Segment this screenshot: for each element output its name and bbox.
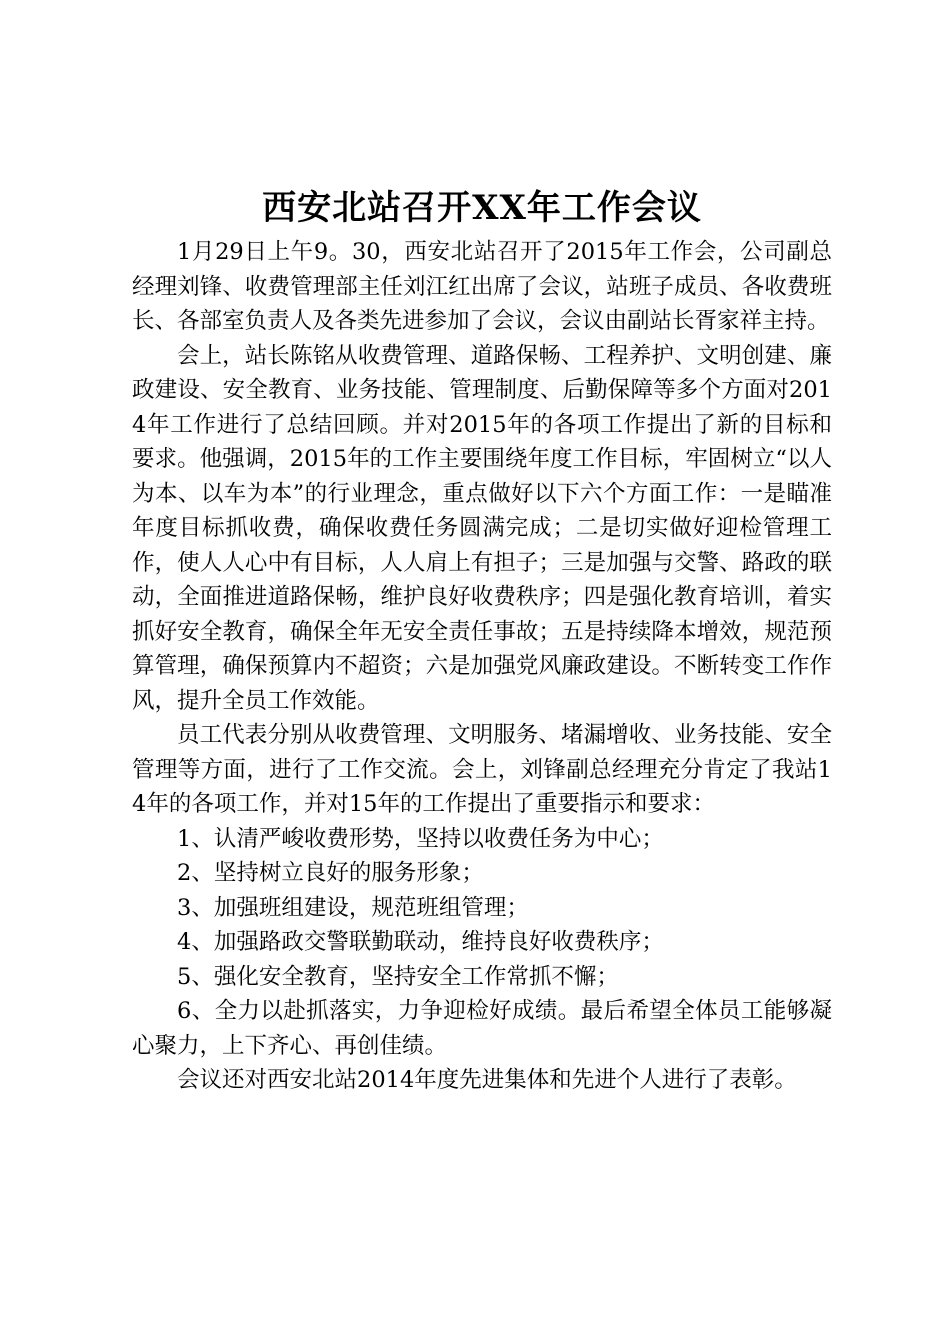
list-item-6: 6、全力以赴抓落实，力争迎检好成绩。最后希望全体员工能够凝心聚力，上下齐心、再创佳绩。 [132,998,832,1059]
list-item-3: 3、加强班组建设，规范班组管理； [177,894,529,921]
list-item-5: 5、强化安全教育，坚持安全工作常抓不懈； [177,963,619,990]
document-title: 西安北站召开XX年工作会议 [262,188,702,228]
paragraph-staff-exchange: 员工代表分别从收费管理、文明服务、堵漏增收、业务技能、安全管理等方面，进行了工作交流。会上，刘锋副总经理充分肯定了我站14年的各项工作，并对15年的工作提出了重要指示和要求： [132,722,832,817]
list-item-2: 2、坚持树立良好的服务形象； [177,860,484,886]
document-page [132,185,832,1098]
list-item-4: 4、加强路政交警联勤联动，维持良好收费秩序； [177,929,664,955]
list-item-1: 1、认清严峻收费形势，坚持以收费任务为中心； [177,825,664,852]
paragraph-station-report: 会上，站长陈铭从收费管理、道路保畅、工程养护、文明创建、廉政建设、安全教育、业务技能、管理制度、后勤保障等多个方面对2014年工作进行了总结回顾。并对2015年的各项工作提出了新的目标和要求。他强调，2015年的工作主要围绕年度工作目标，牢固树立“以人为本、以车为本”的行业理念，重点做好以下六个方面工作：一是瞄准年度目标抓收费，确保收费任务圆满完成；二是切实做好迎检管理工作，使人人心中有目标，人人肩上有担子；三是加强与交警、路政的联动，全面推进道路保畅，维护良好收费秩序；四是强化教育培训，着实抓好安全教育，确保全年无安全责任事故；五是持续降本增效，规范预算管理，确保预算内不超资；六是加强党风廉政建设。不断转变工作作风，提升全员工作效能。 [132,342,832,714]
paragraph-commendation: 会议还对西安北站2014年度先进集体和先进个人进行了表彰。 [177,1067,797,1093]
paragraph-meeting-intro: 1月29日上午9。30，西安北站召开了2015年工作会，公司副总经理刘锋、收费管理部主任刘江红出席了会议，站班子成员、各收费班长、各部室负责人及各类先进参加了会议，会议由副站长胥家祥主持。 [132,239,832,334]
